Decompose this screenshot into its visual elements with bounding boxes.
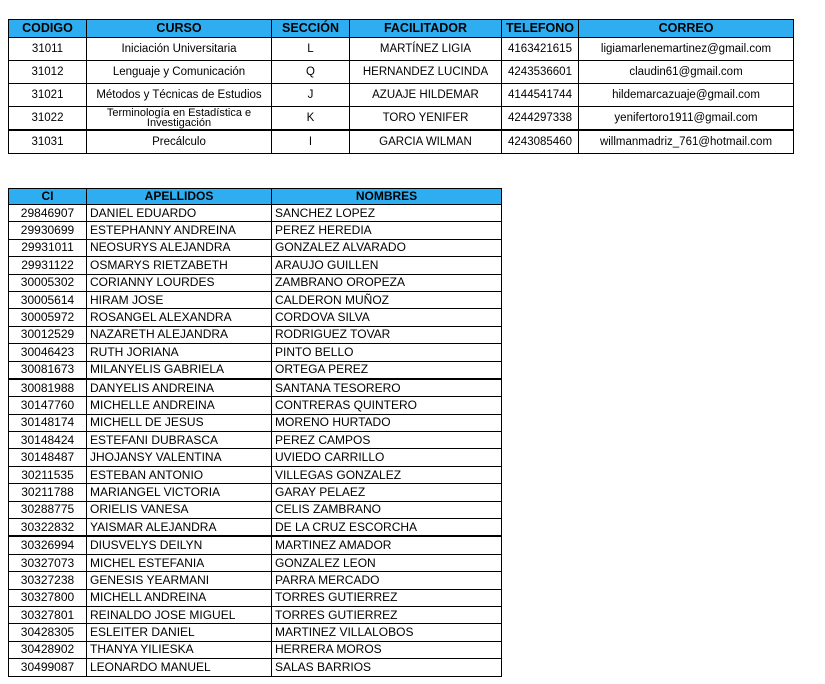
student-nombres: UVIEDO CARRILLO (272, 449, 502, 466)
student-row (9, 239, 502, 256)
student-ci: 30327073 (9, 554, 87, 571)
student-row (9, 536, 502, 554)
student-ci: 30005972 (9, 309, 87, 326)
student-apellidos: LEONARDO MANUEL (87, 659, 272, 676)
student-apellidos: ROSANGEL ALEXANDRA (87, 309, 272, 326)
header-codigo: CODIGO (9, 20, 87, 38)
course-codigo: 31011 (9, 38, 87, 61)
student-row (9, 501, 502, 518)
student-apellidos: ESTEBAN ANTONIO (87, 466, 272, 483)
student-ci: 30148424 (9, 432, 87, 449)
student-row (9, 606, 502, 623)
course-codigo: 31021 (9, 84, 87, 107)
student-row (9, 326, 502, 343)
student-apellidos: MICHELLE ANDREINA (87, 397, 272, 414)
student-nombres: PINTO BELLO (272, 344, 502, 361)
course-seccion: Q (272, 61, 350, 84)
students-table (8, 188, 502, 677)
student-row (9, 379, 502, 397)
student-row (9, 257, 502, 274)
header-telefono: TELEFONO (502, 20, 579, 38)
student-nombres: CONTRERAS QUINTERO (272, 397, 502, 414)
student-ci: 30012529 (9, 326, 87, 343)
course-seccion: I (272, 130, 350, 154)
header-apellidos: APELLIDOS (87, 189, 272, 205)
student-nombres: GONZALEZ LEON (272, 554, 502, 571)
student-ci: 29931011 (9, 239, 87, 256)
student-ci: 30288775 (9, 501, 87, 518)
student-ci: 30005614 (9, 291, 87, 308)
course-curso: Lenguaje y Comunicación (87, 61, 272, 84)
student-ci: 30428305 (9, 624, 87, 641)
student-nombres: TORRES GUTIERREZ (272, 589, 502, 606)
student-row (9, 414, 502, 431)
student-apellidos: ESTEFANI DUBRASCA (87, 432, 272, 449)
student-apellidos: MILANYELIS GABRIELA (87, 361, 272, 379)
student-row (9, 205, 502, 222)
course-correo: yenifertoro1911@gmail.com (579, 107, 794, 131)
course-curso: Precálculo (87, 130, 272, 154)
student-apellidos: MICHEL ESTEFANIA (87, 554, 272, 571)
student-ci: 30326994 (9, 536, 87, 554)
student-ci: 30322832 (9, 519, 87, 537)
student-nombres: DE LA CRUZ ESCORCHA (272, 519, 502, 537)
course-correo: ligiamarlenemartinez@gmail.com (579, 38, 794, 61)
student-apellidos: MICHELL DE JESUS (87, 414, 272, 431)
course-codigo: 31031 (9, 130, 87, 154)
student-row (9, 361, 502, 379)
student-nombres: SALAS BARRIOS (272, 659, 502, 676)
students-header-row (9, 189, 502, 205)
student-apellidos: ORIELIS VANESA (87, 501, 272, 518)
student-apellidos: DANIEL EDUARDO (87, 205, 272, 222)
student-apellidos: ESLEITER DANIEL (87, 624, 272, 641)
course-seccion: K (272, 107, 350, 131)
student-row (9, 449, 502, 466)
course-seccion: J (272, 84, 350, 107)
student-apellidos: CORIANNY LOURDES (87, 274, 272, 291)
course-telefono: 4144541744 (502, 84, 579, 107)
student-row (9, 659, 502, 676)
courses-table (8, 19, 794, 154)
student-nombres: ARAUJO GUILLEN (272, 257, 502, 274)
student-ci: 30327801 (9, 606, 87, 623)
student-ci: 29846907 (9, 205, 87, 222)
course-row (9, 38, 794, 61)
course-seccion: L (272, 38, 350, 61)
student-apellidos: REINALDO JOSE MIGUEL (87, 606, 272, 623)
course-telefono: 4244297338 (502, 107, 579, 131)
student-row (9, 274, 502, 291)
course-curso: Métodos y Técnicas de Estudios (87, 84, 272, 107)
student-nombres: ZAMBRANO OROPEZA (272, 274, 502, 291)
course-telefono: 4243536601 (502, 61, 579, 84)
student-nombres: SANCHEZ LOPEZ (272, 205, 502, 222)
student-nombres: CALDERON MUÑOZ (272, 291, 502, 308)
student-apellidos: NAZARETH ALEJANDRA (87, 326, 272, 343)
student-row (9, 572, 502, 589)
student-apellidos: MARIANGEL VICTORIA (87, 484, 272, 501)
student-row (9, 589, 502, 606)
course-correo: willmanmadriz_761@hotmail.com (579, 130, 794, 154)
course-curso: Terminología en Estadística e Investigación (87, 107, 272, 131)
student-apellidos: DANYELIS ANDREINA (87, 379, 272, 397)
student-row (9, 222, 502, 239)
student-row (9, 397, 502, 414)
student-ci: 30148487 (9, 449, 87, 466)
course-row (9, 107, 794, 131)
student-nombres: TORRES GUTIERREZ (272, 606, 502, 623)
student-row (9, 624, 502, 641)
course-codigo: 31022 (9, 107, 87, 131)
student-apellidos: OSMARYS RIETZABETH (87, 257, 272, 274)
student-ci: 29931122 (9, 257, 87, 274)
course-row (9, 130, 794, 154)
student-apellidos: GENESIS YEARMANI (87, 572, 272, 589)
student-ci: 30148174 (9, 414, 87, 431)
student-row (9, 554, 502, 571)
student-ci: 30428902 (9, 641, 87, 658)
student-nombres: HERRERA MOROS (272, 641, 502, 658)
course-telefono: 4243085460 (502, 130, 579, 154)
student-apellidos: HIRAM JOSE (87, 291, 272, 308)
student-apellidos: NEOSURYS ALEJANDRA (87, 239, 272, 256)
course-row (9, 84, 794, 107)
student-nombres: ORTEGA PEREZ (272, 361, 502, 379)
student-nombres: MORENO HURTADO (272, 414, 502, 431)
course-curso: Iniciación Universitaria (87, 38, 272, 61)
student-ci: 29930699 (9, 222, 87, 239)
student-row (9, 432, 502, 449)
student-row (9, 291, 502, 308)
student-apellidos: ESTEPHANNY ANDREINA (87, 222, 272, 239)
student-ci: 30327800 (9, 589, 87, 606)
header-nombres: NOMBRES (272, 189, 502, 205)
student-ci: 30211788 (9, 484, 87, 501)
student-nombres: GARAY PELAEZ (272, 484, 502, 501)
header-facilitador: FACILITADOR (350, 20, 502, 38)
student-ci: 30147760 (9, 397, 87, 414)
student-nombres: CORDOVA SILVA (272, 309, 502, 326)
student-ci: 30327238 (9, 572, 87, 589)
student-apellidos: RUTH JORIANA (87, 344, 272, 361)
student-row (9, 466, 502, 483)
course-facilitador: AZUAJE HILDEMAR (350, 84, 502, 107)
course-facilitador: HERNANDEZ LUCINDA (350, 61, 502, 84)
course-facilitador: MARTÍNEZ LIGIA (350, 38, 502, 61)
student-row (9, 484, 502, 501)
student-apellidos: MICHELL ANDREINA (87, 589, 272, 606)
student-ci: 30081673 (9, 361, 87, 379)
student-nombres: PEREZ HEREDIA (272, 222, 502, 239)
student-nombres: PARRA MERCADO (272, 572, 502, 589)
student-ci: 30046423 (9, 344, 87, 361)
student-nombres: MARTINEZ AMADOR (272, 536, 502, 554)
student-nombres: GONZALEZ ALVARADO (272, 239, 502, 256)
student-row (9, 519, 502, 537)
student-nombres: PEREZ CAMPOS (272, 432, 502, 449)
student-row (9, 309, 502, 326)
student-ci: 30211535 (9, 466, 87, 483)
courses-header-row (9, 20, 794, 38)
student-apellidos: YAISMAR ALEJANDRA (87, 519, 272, 537)
student-nombres: SANTANA TESORERO (272, 379, 502, 397)
student-apellidos: JHOJANSY VALENTINA (87, 449, 272, 466)
course-facilitador: GARCIA WILMAN (350, 130, 502, 154)
course-codigo: 31012 (9, 61, 87, 84)
student-ci: 30499087 (9, 659, 87, 676)
student-ci: 30081988 (9, 379, 87, 397)
student-nombres: CELIS ZAMBRANO (272, 501, 502, 518)
header-correo: CORREO (579, 20, 794, 38)
student-apellidos: THANYA YILIESKA (87, 641, 272, 658)
student-nombres: RODRIGUEZ TOVAR (272, 326, 502, 343)
header-curso: CURSO (87, 20, 272, 38)
header-ci: CI (9, 189, 87, 205)
student-nombres: MARTINEZ VILLALOBOS (272, 624, 502, 641)
student-apellidos: DIUSVELYS DEILYN (87, 536, 272, 554)
student-nombres: VILLEGAS GONZALEZ (272, 466, 502, 483)
header-seccion: SECCIÓN (272, 20, 350, 38)
student-row (9, 344, 502, 361)
course-facilitador: TORO YENIFER (350, 107, 502, 131)
course-correo: hildemarcazuaje@gmail.com (579, 84, 794, 107)
course-telefono: 4163421615 (502, 38, 579, 61)
course-correo: claudin61@gmail.com (579, 61, 794, 84)
student-ci: 30005302 (9, 274, 87, 291)
course-row (9, 61, 794, 84)
student-row (9, 641, 502, 658)
